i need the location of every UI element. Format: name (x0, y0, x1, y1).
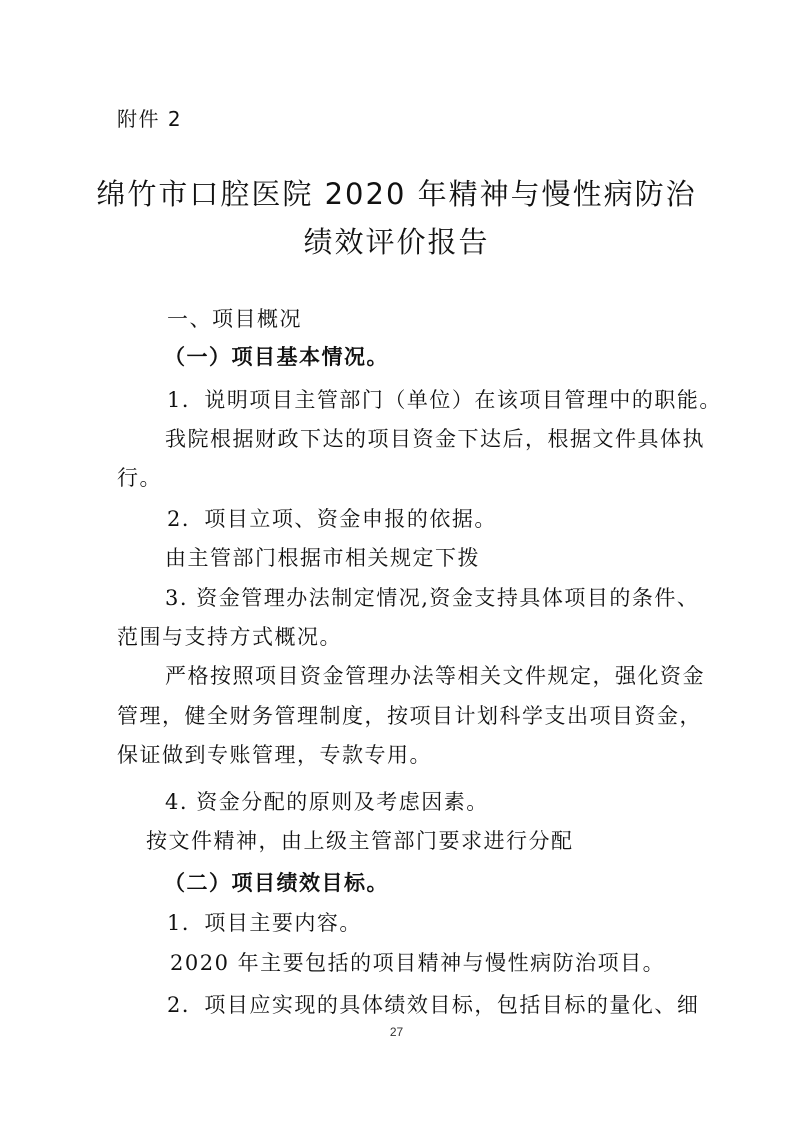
goal-item-2-title: 2．项目应实现的具体绩效目标，包括目标的量化、细 (167, 993, 700, 1017)
goal-item-1-title: 1．项目主要内容。 (167, 911, 362, 935)
item-3-body-line-1: 严格按照项目资金管理办法等相关文件规定，强化资金 (165, 664, 705, 688)
item-2-body: 由主管部门根据市相关规定下拨 (165, 546, 480, 570)
item-1-title: 1．说明项目主管部门（单位）在该项目管理中的职能。 (167, 388, 722, 412)
goal-item-1-body: 2020 年主要包括的项目精神与慢性病防治项目。 (170, 951, 666, 975)
item-2-title: 2．项目立项、资金申报的依据。 (167, 507, 497, 531)
item-3-body-line-2: 管理，健全财务管理制度，按项目计划科学支出项目资金， (117, 704, 702, 728)
item-1-body-line-2: 行。 (117, 466, 162, 490)
item-3-title-line-1: 3. 资金管理办法制定情况,资金支持具体项目的条件、 (165, 586, 700, 610)
attachment-label: 附件 2 (117, 107, 183, 131)
subsection-heading-basic-info: （一）项目基本情况。 (164, 345, 389, 369)
section-heading-overview: 一、项目概况 (167, 307, 302, 331)
document-title-line-2: 绩效评价报告 (303, 225, 490, 259)
item-3-body-line-3: 保证做到专账管理，专款专用。 (117, 743, 432, 767)
item-4-title: 4. 资金分配的原则及考虑因素。 (165, 790, 489, 814)
document-title-line-1: 绵竹市口腔医院 2020 年精神与慢性病防治 (96, 177, 697, 211)
item-4-body: 按文件精神，由上级主管部门要求进行分配 (146, 829, 574, 853)
page-number: 27 (389, 1025, 404, 1039)
item-1-body-line-1: 我院根据财政下达的项目资金下达后，根据文件具体执 (165, 427, 705, 451)
subsection-heading-performance-goals: （二）项目绩效目标。 (164, 871, 389, 895)
item-3-title-line-2: 范围与支持方式概况。 (117, 625, 342, 649)
